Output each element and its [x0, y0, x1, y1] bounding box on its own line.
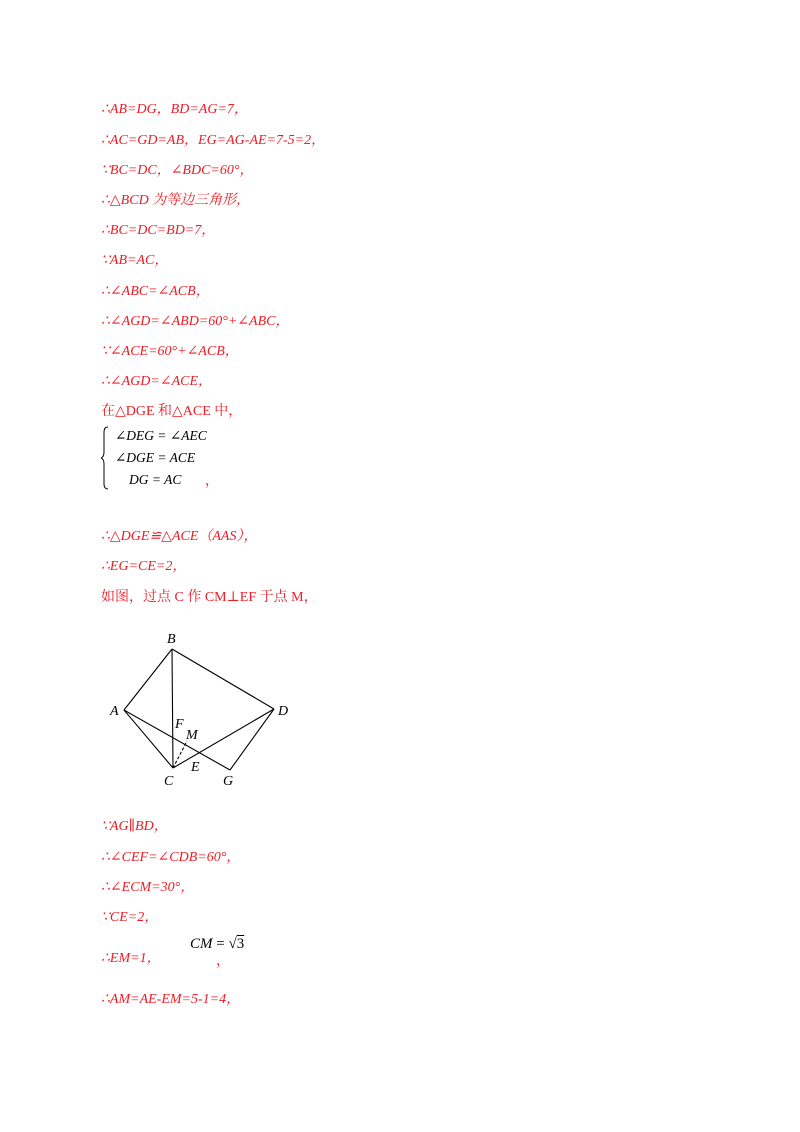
geometry-figure	[100, 625, 300, 795]
solution-line: ∴∠ECM=30°，	[101, 880, 195, 895]
solution-line: ∴AM=AE-EM=5-1=4，	[101, 992, 241, 1007]
equation-row: ∠DGE = ACE	[115, 450, 196, 465]
label-g: G	[223, 774, 234, 789]
solution-line: ∴∠CEF=∠CDB=60°，	[101, 850, 241, 865]
cm-eq: =	[212, 936, 229, 952]
solution-line: ∴AC=GD=AB，EG=AG-AE=7-5=2，	[101, 133, 326, 148]
solution-line: ∴EM=1，	[101, 951, 161, 966]
cm-lhs: CM	[190, 936, 213, 952]
system-comma: ，	[205, 474, 219, 489]
sqrt-icon: √	[228, 936, 237, 952]
solution-line: ∵CE=2，	[101, 910, 159, 925]
solution-line: ∵∠ACE=60°+∠ACB，	[101, 344, 239, 359]
solution-line: ∴EG=CE=2，	[101, 559, 187, 574]
solution-line: ∵AG∥BD，	[101, 819, 168, 834]
solution-line: ∴△DGE≌△ACE（AAS），	[101, 529, 258, 544]
solution-line: 在△DGE 和△ACE 中，	[101, 404, 243, 419]
solution-line: ∴△BCD 为等边三角形，	[101, 193, 251, 208]
label-e: E	[191, 760, 200, 775]
solution-line: ∴∠ABC=∠ACB，	[101, 284, 210, 299]
label-a: A	[110, 704, 119, 719]
brace-icon	[101, 426, 109, 490]
solution-line: ∴AB=DG，BD=AG=7，	[101, 102, 248, 117]
equation-row: ∠DEG = ∠AEC	[115, 428, 207, 443]
formula-comma: ，	[216, 954, 230, 969]
solution-line: ∴BC=DC=BD=7，	[101, 223, 216, 238]
solution-line: ∵AB=AC，	[101, 253, 169, 268]
label-f: F	[175, 717, 184, 732]
label-b: B	[167, 632, 176, 647]
solution-line: ∴∠AGD=∠ABD=60°+∠ABC，	[101, 314, 290, 329]
label-d: D	[278, 704, 289, 719]
label-m: M	[186, 728, 198, 743]
solution-line: ∵BC=DC，∠BDC=60°，	[101, 163, 254, 178]
cm-value: 3	[236, 936, 245, 952]
solution-line: ∴∠AGD=∠ACE，	[101, 374, 213, 389]
equation-row: DG = AC	[129, 472, 182, 487]
solution-line: 如图，过点 C 作 CM⊥EF 于点 M，	[101, 590, 318, 605]
label-c: C	[164, 774, 174, 789]
